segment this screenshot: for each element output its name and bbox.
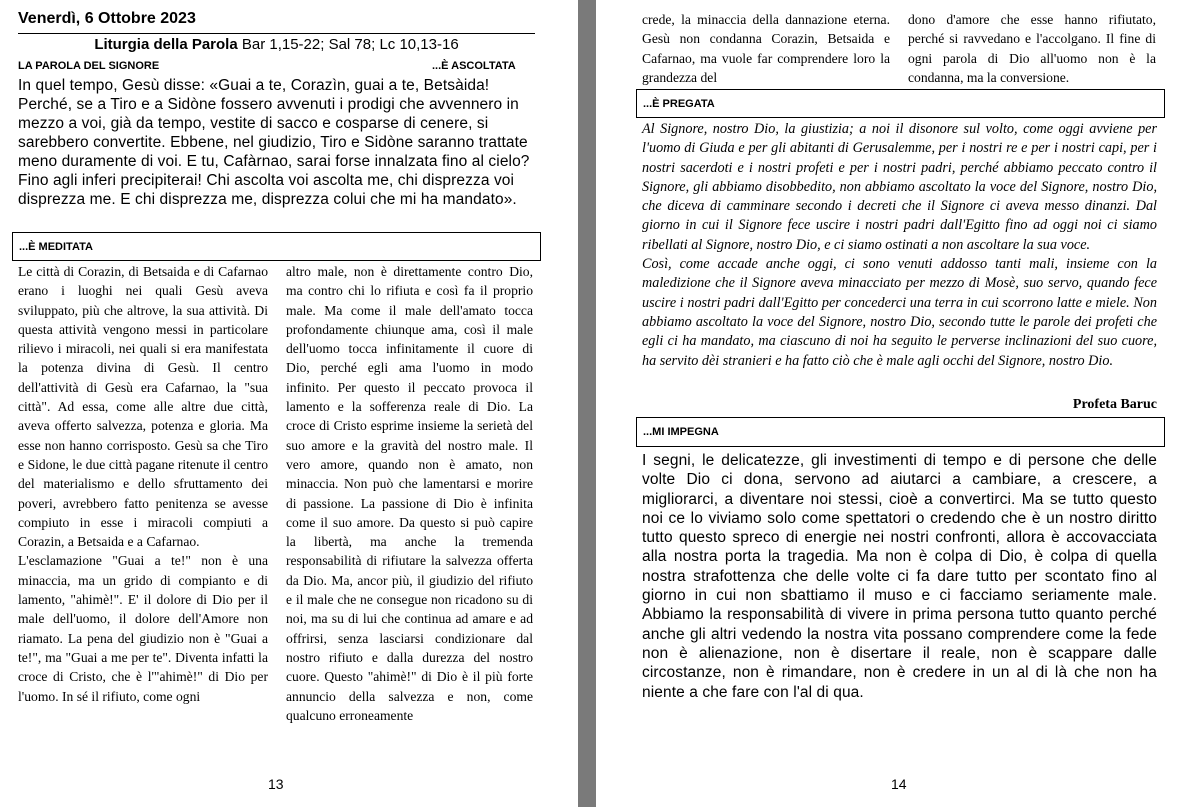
- meditata-box: [12, 232, 541, 261]
- pregata-label: ...È PREGATA: [643, 98, 715, 110]
- pregata-box: [636, 89, 1165, 118]
- section-ascoltata-label: ...È ASCOLTATA: [432, 60, 516, 72]
- meditation-column-2: [286, 262, 533, 725]
- page-14: [596, 0, 1178, 807]
- liturgy-refs: Bar 1,15-22; Sal 78; Lc 10,13-16: [237, 36, 459, 53]
- continuation-column-2: [908, 10, 1156, 87]
- continuation-text: dono d'amore che esse hanno rifiutato, perché si ravvedano e l'accolgano. Il fine di ogni parola di Dio all'uomo non è la condanna, ma la conversione.: [908, 12, 1156, 85]
- page-number: 13: [268, 776, 284, 792]
- prayer-paragraph: Così, come accade anche oggi, ci sono venuti addosso tanti mali, insieme con la maledizione che il Signore aveva minacciato per mezzo di Mosè, suo servo, quando fece uscire i nostri padri dall'Egitto per concederci una terra in cui scorrono latte e miele. Non abbiamo ascoltato la voce del Signore, nostro Dio, secondo tutte le parole dei profeti che egli ci ha mandato, ma ciascuno di noi ha seguito le perverse inclinazioni del suo cuore, ha servito dèi stranieri e ha fatto ciò che è male agli occhi del Signore, nostro Dio.: [642, 256, 1157, 369]
- prayer-paragraph: Al Signore, nostro Dio, la giustizia; a noi il disonore sul volto, come oggi avviene per l'uomo di Giuda e per gli abitanti di Gerusalemme, per i nostri re e per i nostri capi, per i nostri sacerdoti e i nostri profeti e per i nostri padri, perché abbiamo peccato contro il Signore, gli abbiamo disobbedito, non abbiamo ascoltato la voce del Signore, nostro Dio, che diceva di camminare secondo i decreti che il Signore ci aveva messo dinanzi. Dal giorno in cui il Signore fece uscire i nostri padri dall'Egitto fino ad oggi noi ci siamo ribellati al Signore, nostro Dio, e ci siamo ostinati a non ascoltare la sua voce.: [642, 121, 1157, 253]
- meditata-label: ...È MEDITATA: [19, 241, 93, 253]
- liturgy-heading: [18, 36, 535, 53]
- page-13: [0, 0, 578, 807]
- meditation-paragraph: L'esclamazione "Guai a te!" non è una minaccia, ma un grido di compianto e di lamento, "ahimè!". E' il dolore di Dio per il male dell'uomo, il dolore dell'Amore non riamato. La pena del giudizio non è "Guai a te!", ma "Guai a me per te". Diventa infatti la croce di Cristo, che è l'"ahimè!" di Dio per l'uomo. In sé il rifiuto, come ogni: [18, 553, 268, 704]
- continuation-text: crede, la minaccia della dannazione eterna. Gesù non condanna Corazin, Betsaida e Cafarnao, ma vuole far comprendere loro la grandezza del: [642, 12, 890, 85]
- meditation-column-1: [18, 262, 268, 706]
- title-rule: [18, 33, 535, 34]
- prayer-author: Profeta Baruc: [1072, 397, 1157, 412]
- continuation-column-1: [642, 10, 890, 87]
- commitment-text: I segni, le delicatezze, gli investimenti di tempo e di persone che delle volte Dio ci dona, servono ad aiutarci a cambiare, a crescere, a migliorarci, a diventare noi stessi, cioè a convertirci. Ma se tutto questo noi ce lo viviamo solo come spettatori o credendo che è un nostro diritto tutto questo spreco di energie nei nostri confronti, allora è accovacciata alla nostra porta la tragedia. Ma non è colpa di Dio, è colpa di quella nostra strafottenza che delle volte ci fa dare tutto per scontato fino al giorno in cui non sbattiamo il muso e ci facciamo seriamente male. Abbiamo la responsabilità di vivere in prima persona tutto quanto perché anche gli altri vedendo la nostra vita possano comprendere come la fede non è alienazione, non è disertare il reale, non è scappare dalle circostanze, non è rimandare, non è credere in un al di là che non ha niente a che fare con l'al di qua.: [642, 452, 1157, 701]
- prayer-text: [642, 120, 1157, 371]
- meditation-paragraph: altro male, non è direttamente contro Dio, ma contro chi lo rifiuta e così fa il proprio male. Ma come il male dell'amato tocca profondamente chiunque ama, così il male dell'uomo tocca infinitamente il cuore di Dio, perché egli ama l'uomo in modo infinito. Per questo il peccato provoca il lamento e la sofferenza reale di Dio. La croce di Cristo esprime insieme la serietà del suo amore e la gravità del nostro male. Il vero amore, quando non è amato, non minaccia. Non può che lamentarsi e morire di passione. La passione di Dio è infinita come il suo amore. Da questo si può capire la libertà, ma anche la tremenda responsabilità di rifiutare la salvezza offerta da Dio. Ma, ancor più, il giudizio del rifiuto e il male che ne consegue non ricadono su di noi, ma su di lui che continua ad amare e ad offrirsi, senza lasciarsi condizionare dal nostro rifiuto e dalla durezza del nostro cuore. Questo "ahimè!" di Dio è il più forte annuncio della salvezza e non, come qualcuno erroneamente: [286, 264, 533, 723]
- meditation-paragraph: Le città di Corazin, di Betsaida e di Cafarnao erano i luoghi nei quali Gesù aveva sviluppato, più che altrove, la sua attività. Di questa attività vengono messi in particolare rilievo i miracoli, nei quali si era manifestata la potenza divina di Gesù. Il centro dell'attività di Gesù era Cafarnao, la "sua città". Ad essa, come alle altre due città, aveva offerto salvezza, potenza e gloria. Ma esse non hanno corrisposto. Gesù sa che Tiro e Sidone, le due città pagane ritenute il centro del materialismo e dello sfruttamento dei poveri, avrebbero fatto penitenza se avesse compiuto in esse i miracoli compiuti a Corazin, a Betsaida e a Cafarnao.: [18, 264, 268, 550]
- liturgy-title: Liturgia della Parola: [94, 36, 238, 53]
- page-number: 14: [891, 776, 907, 792]
- gospel-text: In quel tempo, Gesù disse: «Guai a te, Corazìn, guai a te, Betsàida! Perché, se a Tiro e a Sidòne fossero avvenuti i prodigi che avvennero in mezzo a voi, già da tempo, vestite di sacco e cosparse di cenere, si sarebbero convertite. Ebbene, nel giudizio, Tiro e Sidòne saranno trattate meno duramente di voi. E tu, Cafàrnao, sarai forse innalzata fino al cielo? Fino agli inferi precipiterai! Chi ascolta voi ascolta me, chi disprezza voi disprezza me. E chi disprezza me, disprezza colui che mi ha mandato».: [18, 77, 530, 208]
- date-heading: Venerdì, 6 Ottobre 2023: [18, 10, 196, 27]
- section-word-label: LA PAROLA DEL SIGNORE: [18, 60, 160, 72]
- impegna-label: ...MI IMPEGNA: [643, 426, 719, 438]
- impegna-box: [636, 417, 1165, 447]
